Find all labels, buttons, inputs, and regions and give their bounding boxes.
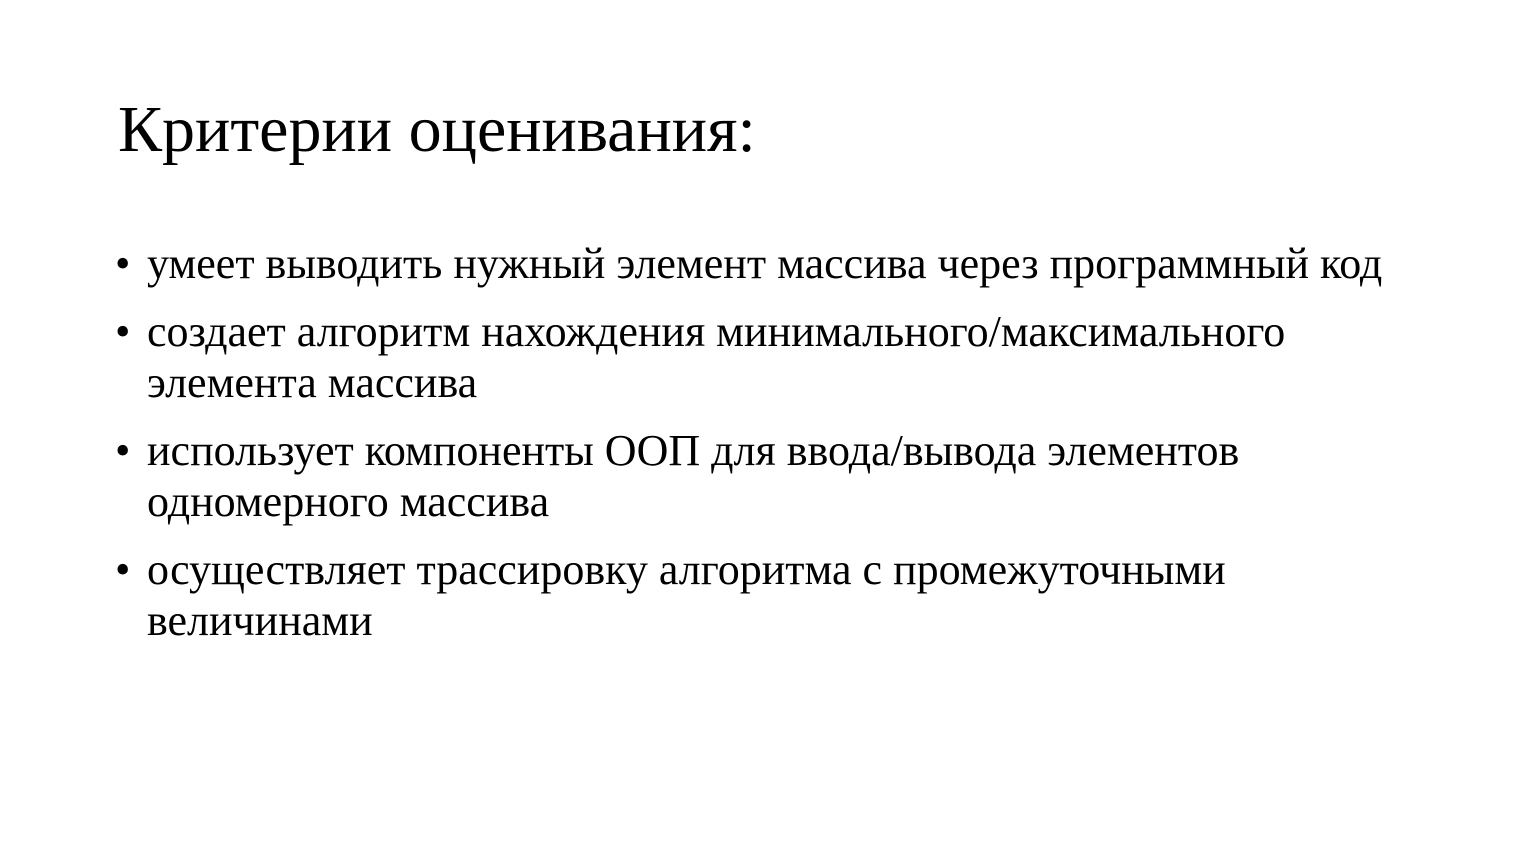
bullet-icon: •: [115, 307, 131, 356]
criteria-item: [115, 425, 1435, 527]
criteria-item-text: использует компоненты ООП для ввода/вывода элементов одномерного массива: [147, 426, 1240, 526]
bullet-icon: •: [115, 545, 131, 594]
slide-title: Критерии оценивания:: [118, 93, 756, 166]
bullet-icon: •: [115, 239, 131, 288]
criteria-item-text: осуществляет трассировку алгоритма с промежуточными величинами: [147, 545, 1226, 645]
criteria-item-text: умеет выводить нужный элемент массива через программный код: [147, 239, 1383, 288]
criteria-list: [115, 238, 1435, 663]
criteria-item: [115, 306, 1435, 408]
bullet-icon: •: [115, 426, 131, 475]
criteria-item: [115, 238, 1435, 289]
criteria-item: [115, 544, 1435, 646]
criteria-item-text: создает алгоритм нахождения минимального/максимального элемента массива: [147, 307, 1286, 407]
